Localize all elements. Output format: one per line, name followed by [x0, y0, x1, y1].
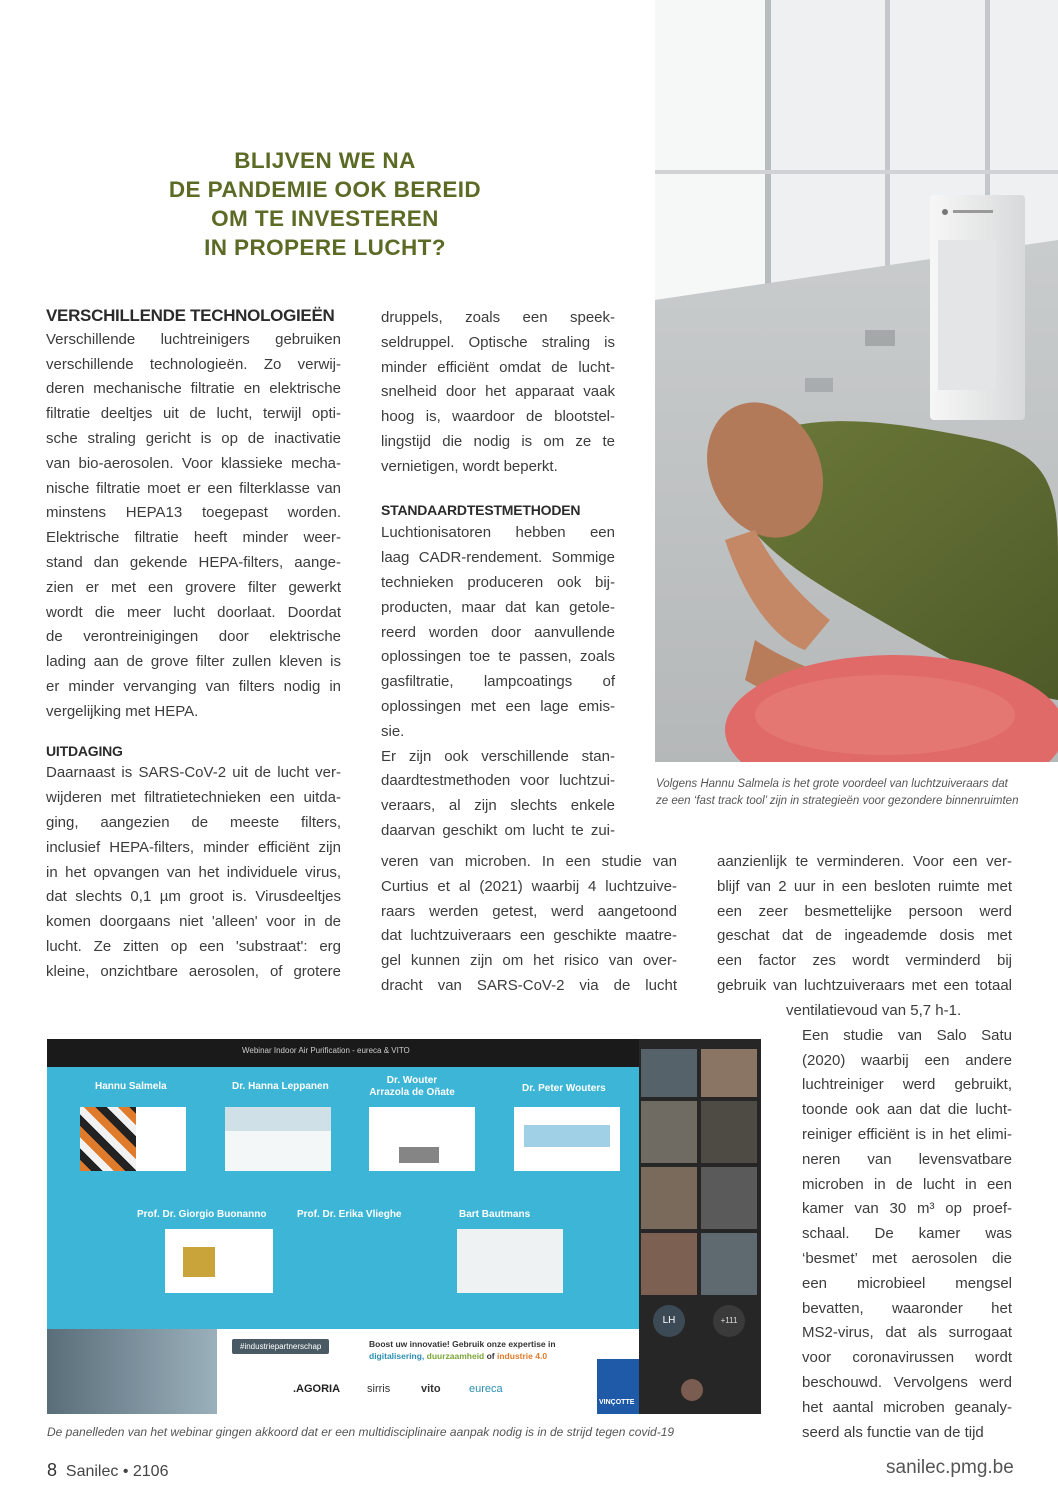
text-line: daarvan geschikt om lucht te zui- [381, 821, 615, 839]
text-line: Elektrische filtratie heeft minder weer- [46, 529, 341, 547]
slide-thumbnail [457, 1229, 563, 1293]
column-2-continued [381, 850, 677, 999]
text-line: gel kunnen zijn om het risico van over- [381, 952, 677, 970]
text-line: sie. [381, 722, 405, 740]
text-line: toonde ook aan dat die lucht- [802, 1101, 1012, 1119]
webinar-screenshot [47, 1039, 761, 1414]
title-line: IN PROPERE LUCHT? [204, 235, 446, 260]
text-line: microben in de lucht in een [802, 1175, 1012, 1193]
text-line: oplossingen met een lage emis- [381, 697, 615, 715]
text-line: lucht. Ze zitten op een 'substraat': erg [46, 937, 341, 955]
slide-thumbnail [165, 1229, 273, 1293]
text-line: wordt die meer lucht doorlaat. Doordat [46, 603, 341, 621]
participant-count: +111 [713, 1305, 745, 1337]
section-heading: STANDAARDTESTMETHODEN [381, 501, 581, 518]
avatar [681, 1379, 703, 1401]
text-line: dat slechts 0,1 µm groot is. Virusdeeltjes [46, 888, 341, 906]
speaker-name: Prof. Dr. Giorgio Buonanno [137, 1209, 267, 1220]
title-line: OM TE INVESTEREN [211, 206, 439, 231]
text-line: Daarnaast is SARS-CoV-2 uit de lucht ver- [46, 764, 341, 782]
text-line: schaal. De kamer was [802, 1225, 1012, 1243]
text-line: blijf van 2 uur in een besloten ruimte met [717, 877, 1012, 895]
participants-panel [639, 1039, 761, 1414]
logo-text: sirris [367, 1383, 391, 1395]
text-line: dat luchtzuiveraars een geschikte maatre- [381, 927, 677, 945]
text-line: zien er met een grovere filter gewerkt [46, 578, 341, 596]
paragraph [381, 745, 615, 844]
air-purifier-photo [655, 0, 1058, 762]
text-line: Curtius et al (2021) waarbij 4 luchtzuive- [381, 877, 677, 895]
text-line: raars werden getest, werd aangetoond [381, 902, 677, 920]
text-line: ‘besmet’ met aerosolen die [802, 1249, 1012, 1267]
participant-video [701, 1101, 757, 1163]
participant-video [701, 1167, 757, 1229]
text-line: veren van microben. In een studie van [381, 853, 677, 870]
text-line: minder efficiënt omdat de lucht- [381, 358, 615, 376]
banner-text: Boost uw innovatie! Gebruik onze expertise in [369, 1339, 556, 1349]
speaker-name: Dr. Hanna Leppanen [232, 1081, 329, 1092]
text-line: er minder vervanging van filters nodig in [46, 677, 341, 695]
caption-line: Volgens Hannu Salmela is het grote voordeel van luchtzuiveraars dat [656, 778, 1008, 790]
text-line: een factor zes wordt verminderd bij [717, 952, 1012, 970]
text-line: voor coronavirussen wordt [802, 1349, 1012, 1367]
section-heading: UITDAGING [46, 742, 123, 759]
text-line: seerd als functie van de tijd [802, 1423, 984, 1441]
text-line: MS2-virus, dat als surrogaat [802, 1324, 1012, 1342]
text-line: technieken produceren ook bij- [381, 573, 615, 591]
participant-video [701, 1049, 757, 1097]
photo-illustration [655, 0, 1058, 762]
text-line: luchtreiniger werd gebruikt, [802, 1076, 1012, 1094]
text-line: snelheid door het apparaat vaak [381, 383, 615, 401]
speaker-name: Bart Bautmans [459, 1209, 531, 1220]
participant-video [701, 1233, 757, 1295]
text-line: beschouwd. Vervolgens werd [802, 1373, 1012, 1391]
banner-keyword: of [486, 1351, 497, 1361]
text-line: het aantal microben geanaly- [802, 1398, 1012, 1416]
title-line: DE PANDEMIE OOK BEREID [168, 177, 482, 202]
text-line: lading aan de grove filter zullen kleven is [46, 653, 341, 671]
photo-caption [656, 776, 1036, 810]
column-1 [46, 304, 341, 985]
sponsor-banner [47, 1329, 639, 1414]
logo-text: .AGORIA [293, 1383, 341, 1395]
article-title [70, 146, 580, 262]
text-line: kamer van 30 m³ op proef- [802, 1200, 1012, 1218]
text-line: stand dan gekende HEPA-filters, aange- [46, 553, 341, 571]
title-line: BLIJVEN WE NA [234, 148, 416, 173]
text-line: van bio-aerosolen. Voor klassieke mecha- [46, 454, 341, 472]
slide-thumbnail [369, 1107, 475, 1171]
text-line: seldruppel. Optische straling is [381, 333, 615, 351]
text-line: druppels, zoals een speek- [381, 309, 615, 326]
page-footer [47, 1460, 168, 1481]
paragraph [381, 521, 615, 744]
text-line: vernietigen, wordt beperkt. [381, 457, 558, 475]
paragraph [802, 1024, 1012, 1446]
text-line: nische filtratie moet er een filterklasse van [46, 479, 341, 497]
speaker-name: Dr. Wouter Arrazola de Oñate [369, 1075, 455, 1098]
column-2 [381, 306, 615, 844]
text-line: kleine, onzichtbare aerosolen, of grotere [46, 962, 341, 980]
text-line: een zeer besmettelijke persoon werd [717, 902, 1012, 920]
paragraph [717, 850, 1012, 999]
text-line: neren van levensvatbare [802, 1150, 1012, 1168]
text-line: oplossingen toe te passen, zoals [381, 648, 615, 666]
text-line: bevatten, waaronder het [802, 1299, 1012, 1317]
text-line: hoog is, waardoor de blootstel- [381, 408, 615, 426]
text-line: reerd worden door aanvullende [381, 623, 615, 641]
webinar-title: Webinar Indoor Air Purification - eureca & VITO [242, 1046, 410, 1055]
slide-thumbnail [225, 1107, 331, 1171]
magazine-issue: Sanilec • 2106 [65, 1463, 169, 1480]
text-line: vergelijking met HEPA. [46, 702, 199, 720]
logo-text: vito [421, 1383, 441, 1395]
section-heading: VERSCHILLENDE TECHNOLOGIEËN [46, 306, 335, 325]
text-line: aanzienlijk te verminderen. Voor een ver- [717, 853, 1012, 870]
text-line: minstens HEPA13 toegepast worden. [46, 504, 341, 522]
text-line: laag CADR-rendement. Sommige [381, 549, 615, 567]
text-line: wijderen met filtratietechnieken een uitda- [46, 789, 341, 807]
participant-video [641, 1167, 697, 1229]
text-line: Luchtionisatoren hebben een [381, 524, 615, 542]
text-line: verschillende technologieën. Zo verwij- [46, 355, 341, 373]
text-line: Er zijn ook verschillende stan- [381, 747, 615, 765]
text-line: veraars, al zijn slechts enkele [381, 797, 615, 815]
caption-line: ze een ‘fast track tool’ zijn in strategieën voor gezondere binnenruimten [656, 795, 1019, 807]
speaker-name: Dr. Peter Wouters [522, 1083, 606, 1094]
text-line: komen doorgaans niet 'alleen' voor in de [46, 913, 341, 931]
paragraph [46, 328, 341, 725]
webinar-caption: De panelleden van het webinar gingen akkoord dat er een multidisciplinaire aanpak nodig is in de strijd tegen covid-19 [47, 1425, 675, 1439]
banner-keyword: digitalisering, [369, 1351, 427, 1361]
speakers-slide [47, 1067, 639, 1329]
slide-thumbnail [514, 1107, 620, 1171]
hashtag-label: #industriepartnerschap [232, 1339, 329, 1354]
speaker-name: Prof. Dr. Erika Vlieghe [297, 1209, 402, 1220]
participant-video [641, 1233, 697, 1295]
column-3 [717, 850, 1012, 999]
text-line: in het opvangen van het individuele virus, [46, 863, 341, 881]
banner-text-2 [369, 1351, 547, 1361]
text-line: gasfiltratie, lampcoatings of [381, 673, 615, 691]
text-line: reiniger efficiënt is in het elimi- [802, 1125, 1012, 1143]
column-3-narrow [786, 999, 1012, 1445]
text-line: filtratie deeltjes uit de lucht, terwijl opti- [46, 405, 341, 423]
paragraph [381, 850, 677, 999]
text-line: inclusief HEPA-filters, minder efficiënt zijn [46, 838, 341, 856]
vincotte-logo [597, 1359, 639, 1414]
text-line: (2020) waarbij een andere [802, 1051, 1012, 1069]
text-line: daardtestmethoden voor luchtzui- [381, 772, 615, 790]
text-line: de verontreinigingen door elektrische [46, 628, 341, 646]
paragraph [46, 761, 341, 984]
participant-video [641, 1049, 697, 1097]
text-line: dracht van SARS-CoV-2 via de lucht [381, 976, 677, 994]
text-line: ging, aangezien de meeste filters, [46, 813, 341, 831]
paragraph [381, 306, 615, 480]
banner-keyword: industrie 4.0 [497, 1351, 548, 1361]
participant-video [641, 1101, 697, 1163]
text-line: geschat dat de ingeademde dosis met [717, 927, 1012, 945]
text-line: deren mechanische filtratie en elektrische [46, 380, 341, 398]
text-line: Een studie van Salo Satu [802, 1026, 1012, 1044]
avatar: LH [653, 1305, 685, 1337]
slide-thumbnail [80, 1107, 186, 1171]
vincotte-label: VINÇOTTE [599, 1399, 635, 1406]
text-line: een microbieel mengsel [802, 1274, 1012, 1292]
page-number: 8 [47, 1460, 58, 1480]
logo-text: eureca [469, 1383, 503, 1395]
banner-keyword: duurzaamheid [426, 1351, 487, 1361]
speaker-name: Hannu Salmela [95, 1081, 167, 1092]
text-line: sche straling gericht is op de inactivatie [46, 429, 341, 447]
text-line: producten, maar dat kan getole- [381, 598, 615, 616]
text-line: lingstijd die nodig is om ze te [381, 432, 615, 450]
website-link[interactable]: sanilec.pmg.be [886, 1457, 1014, 1478]
text-line: ventilatievoud van 5,7 h-1. [786, 1002, 962, 1019]
text-line: gebruik van luchtzuiveraars met een totaal [717, 976, 1012, 994]
text-line: Verschillende luchtreinigers gebruiken [46, 330, 341, 348]
